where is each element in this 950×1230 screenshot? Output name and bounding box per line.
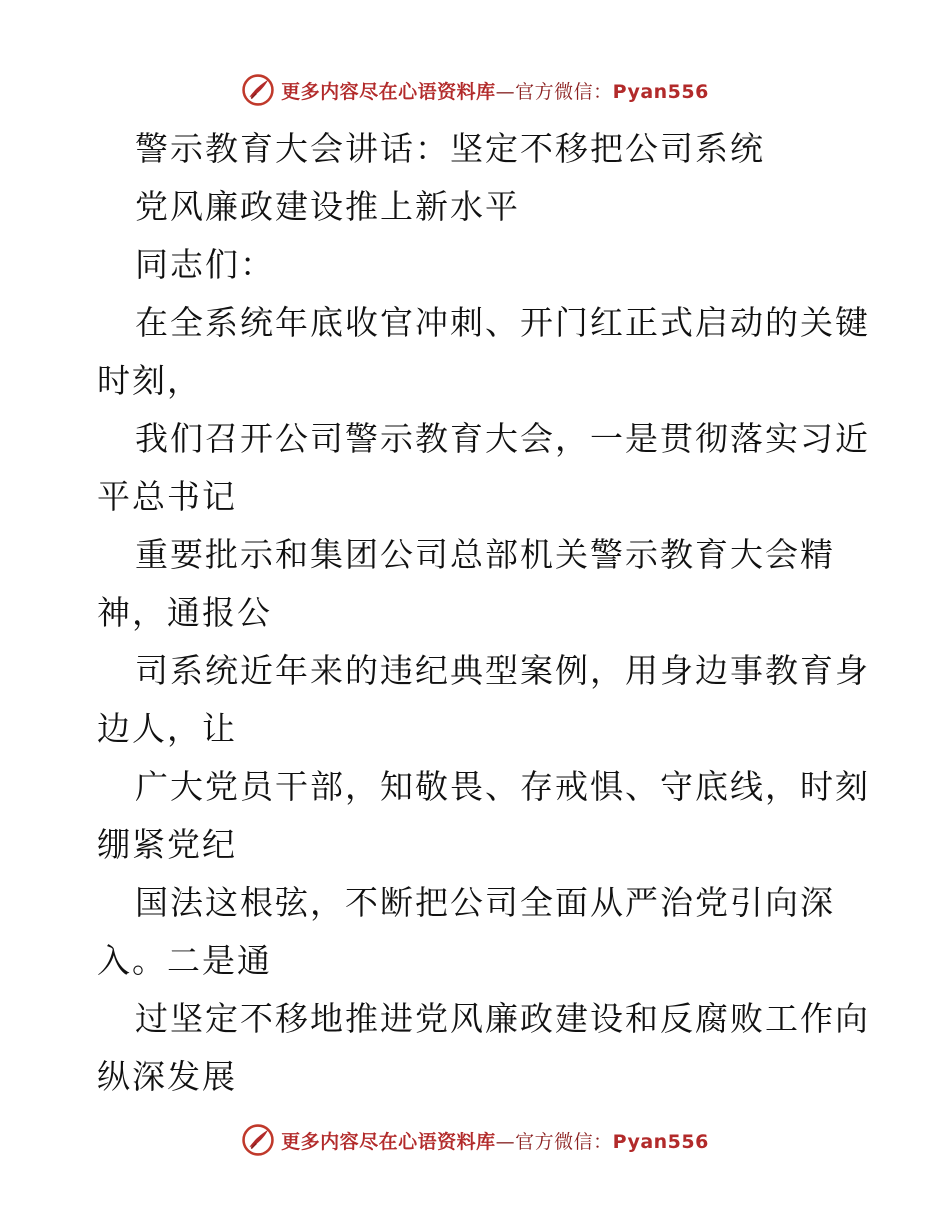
- quill-logo-icon: [241, 73, 275, 107]
- footer-watermark: [0, 1120, 950, 1160]
- watermark-dash: —: [495, 80, 516, 103]
- paragraph-line: 过坚定不移地推进党风廉政建设和反腐败工作向: [135, 999, 870, 1038]
- watermark-main: 更多内容尽在心语资料库: [281, 80, 496, 103]
- paragraph-line: 平总书记: [97, 477, 237, 516]
- title-line-1: 警示教育大会讲话：坚定不移把公司系统: [135, 129, 765, 168]
- header-watermark: [0, 70, 950, 110]
- watermark-text: [281, 77, 709, 104]
- paragraph-line: 时刻，: [97, 361, 202, 400]
- paragraph-line: 国法这根弦，不断把公司全面从严治党引向深: [135, 883, 835, 922]
- watermark-id: Pyan556: [612, 80, 709, 103]
- title-line-2: 党风廉政建设推上新水平: [135, 187, 520, 226]
- paragraph-line: 重要批示和集团公司总部机关警示教育大会精: [135, 535, 835, 574]
- paragraph-line: 入。二是通: [97, 941, 272, 980]
- salutation: 同志们：: [135, 245, 275, 284]
- watermark-main: 更多内容尽在心语资料库: [281, 1130, 496, 1153]
- paragraph-line: 边人，让: [97, 709, 237, 748]
- paragraph-line: 神，通报公: [97, 593, 272, 632]
- paragraph-line: 司系统近年来的违纪典型案例，用身边事教育身: [135, 651, 870, 690]
- paragraph-line: 在全系统年底收官冲刺、开门红正式启动的关键: [135, 303, 870, 342]
- watermark-text: [281, 1127, 709, 1154]
- paragraph-line: 纵深发展: [97, 1057, 237, 1096]
- watermark-official: 官方微信：: [515, 1130, 613, 1153]
- paragraph-line: 绷紧党纪: [97, 825, 237, 864]
- watermark-id: Pyan556: [612, 1130, 709, 1153]
- paragraph-line: 广大党员干部，知敬畏、存戒惧、守底线，时刻: [135, 767, 870, 806]
- quill-logo-icon: [241, 1123, 275, 1157]
- paragraph-line: 我们召开公司警示教育大会，一是贯彻落实习近: [135, 419, 870, 458]
- watermark-official: 官方微信：: [515, 80, 613, 103]
- watermark-dash: —: [495, 1130, 516, 1153]
